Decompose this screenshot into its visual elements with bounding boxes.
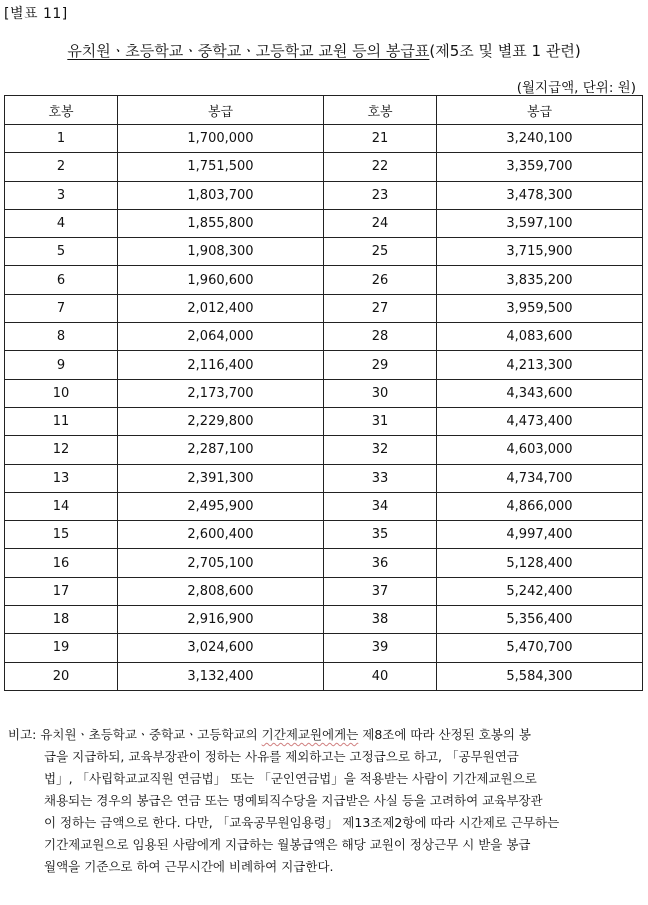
step-cell: 7 (5, 294, 118, 322)
pay-cell: 2,705,100 (118, 549, 324, 577)
pay-cell: 4,473,400 (437, 407, 643, 435)
pay-cell: 4,734,700 (437, 464, 643, 492)
step-cell: 9 (5, 351, 118, 379)
pay-cell: 1,751,500 (118, 153, 324, 181)
pay-cell: 4,213,300 (437, 351, 643, 379)
step-cell: 37 (324, 577, 437, 605)
pay-cell: 2,229,800 (118, 407, 324, 435)
pay-cell: 2,116,400 (118, 351, 324, 379)
table-row (5, 238, 643, 266)
remarks-line: 비고: 유치원ㆍ초등학교ㆍ중학교ㆍ고등학교의 기간제교원에게는 제8조에 따라 산정된 호봉의 봉 (8, 727, 532, 742)
header-pay-left: 봉급 (118, 96, 324, 125)
table-row (5, 351, 643, 379)
step-cell: 25 (324, 238, 437, 266)
table-row (5, 294, 643, 322)
step-cell: 17 (5, 577, 118, 605)
header-pay-right: 봉급 (437, 96, 643, 125)
pay-cell: 4,866,000 (437, 492, 643, 520)
step-cell: 21 (324, 125, 437, 153)
pay-cell: 2,495,900 (118, 492, 324, 520)
pay-cell: 1,700,000 (118, 125, 324, 153)
pay-cell: 1,855,800 (118, 209, 324, 237)
pay-cell: 2,287,100 (118, 436, 324, 464)
table-row (5, 266, 643, 294)
step-cell: 39 (324, 634, 437, 662)
step-cell: 14 (5, 492, 118, 520)
step-cell: 10 (5, 379, 118, 407)
pay-cell: 4,343,600 (437, 379, 643, 407)
table-row (5, 181, 643, 209)
pay-cell: 5,356,400 (437, 606, 643, 634)
step-cell: 20 (5, 662, 118, 690)
step-cell: 12 (5, 436, 118, 464)
step-cell: 23 (324, 181, 437, 209)
title-main: 유치원ㆍ초등학교ㆍ중학교ㆍ고등학교 교원 등의 봉급표 (67, 42, 430, 60)
pay-cell: 1,908,300 (118, 238, 324, 266)
header-step-right: 호봉 (324, 96, 437, 125)
table-row (5, 464, 643, 492)
step-cell: 5 (5, 238, 118, 266)
table-row (5, 407, 643, 435)
remarks-line: 채용되는 경우의 봉급은 연금 또는 명예퇴직수당을 지급받은 사실 등을 고려하여 교육부장관 (44, 793, 543, 808)
step-cell: 8 (5, 323, 118, 351)
pay-cell: 2,012,400 (118, 294, 324, 322)
remarks-line: 급을 지급하되, 교육부장관이 정하는 사유를 제외하고는 고정급으로 하고, 「공무원연금 (44, 749, 519, 764)
table-row (5, 521, 643, 549)
step-cell: 40 (324, 662, 437, 690)
step-cell: 16 (5, 549, 118, 577)
title-suffix: (제5조 및 별표 1 관련) (429, 42, 581, 60)
pay-cell: 3,715,900 (437, 238, 643, 266)
remarks-line: 법」, 「사립학교교직원 연금법」 또는 「군인연금법」을 적용받는 사람이 기간제교원으로 (44, 771, 537, 786)
pay-cell: 2,600,400 (118, 521, 324, 549)
pay-cell: 5,470,700 (437, 634, 643, 662)
table-row (5, 662, 643, 690)
table-body (5, 125, 643, 691)
salary-table (4, 95, 643, 691)
table-row (5, 577, 643, 605)
pay-cell: 3,959,500 (437, 294, 643, 322)
pay-cell: 5,128,400 (437, 549, 643, 577)
pay-cell: 2,916,900 (118, 606, 324, 634)
step-cell: 15 (5, 521, 118, 549)
step-cell: 32 (324, 436, 437, 464)
table-row (5, 323, 643, 351)
pay-cell: 3,835,200 (437, 266, 643, 294)
step-cell: 13 (5, 464, 118, 492)
pay-cell: 2,064,000 (118, 323, 324, 351)
table-row (5, 436, 643, 464)
step-cell: 18 (5, 606, 118, 634)
step-cell: 19 (5, 634, 118, 662)
remarks-line: 월액을 기준으로 하여 근무시간에 비례하여 지급한다. (44, 859, 334, 874)
table-row (5, 125, 643, 153)
table-row (5, 492, 643, 520)
step-cell: 30 (324, 379, 437, 407)
step-cell: 26 (324, 266, 437, 294)
table-row (5, 606, 643, 634)
pay-cell: 4,603,000 (437, 436, 643, 464)
pay-cell: 3,359,700 (437, 153, 643, 181)
step-cell: 36 (324, 549, 437, 577)
step-cell: 2 (5, 153, 118, 181)
step-cell: 29 (324, 351, 437, 379)
step-cell: 34 (324, 492, 437, 520)
table-row (5, 209, 643, 237)
step-cell: 31 (324, 407, 437, 435)
pay-cell: 3,478,300 (437, 181, 643, 209)
table-row (5, 379, 643, 407)
pay-cell: 3,024,600 (118, 634, 324, 662)
remarks-line: 기간제교원으로 임용된 사람에게 지급하는 월봉급액은 해당 교원이 정상근무 시 받을 봉급 (44, 837, 531, 852)
pay-cell: 2,808,600 (118, 577, 324, 605)
remarks-line: 이 정하는 금액으로 한다. 다만, 「교육공무원임용령」 제13조제2항에 따라 시간제로 근무하는 (44, 815, 560, 830)
step-cell: 38 (324, 606, 437, 634)
pay-cell: 4,083,600 (437, 323, 643, 351)
table-row (5, 549, 643, 577)
step-cell: 27 (324, 294, 437, 322)
step-cell: 35 (324, 521, 437, 549)
step-cell: 28 (324, 323, 437, 351)
pay-cell: 3,132,400 (118, 662, 324, 690)
table-header-row (5, 96, 643, 125)
pay-cell: 1,960,600 (118, 266, 324, 294)
step-cell: 1 (5, 125, 118, 153)
step-cell: 22 (324, 153, 437, 181)
step-cell: 24 (324, 209, 437, 237)
pay-cell: 2,391,300 (118, 464, 324, 492)
remarks (8, 724, 638, 878)
pay-cell: 1,803,700 (118, 181, 324, 209)
step-cell: 3 (5, 181, 118, 209)
unit-note: (월지급액, 단위: 원) (516, 80, 636, 96)
step-cell: 4 (5, 209, 118, 237)
pay-cell: 5,242,400 (437, 577, 643, 605)
document-title (0, 40, 648, 61)
table-row (5, 153, 643, 181)
pay-cell: 3,597,100 (437, 209, 643, 237)
pay-cell: 2,173,700 (118, 379, 324, 407)
step-cell: 33 (324, 464, 437, 492)
pay-cell: 4,997,400 (437, 521, 643, 549)
pay-cell: 5,584,300 (437, 662, 643, 690)
step-cell: 6 (5, 266, 118, 294)
table-row (5, 634, 643, 662)
step-cell: 11 (5, 407, 118, 435)
pay-cell: 3,240,100 (437, 125, 643, 153)
header-step-left: 호봉 (5, 96, 118, 125)
annex-label: [별표 11] (4, 6, 68, 22)
